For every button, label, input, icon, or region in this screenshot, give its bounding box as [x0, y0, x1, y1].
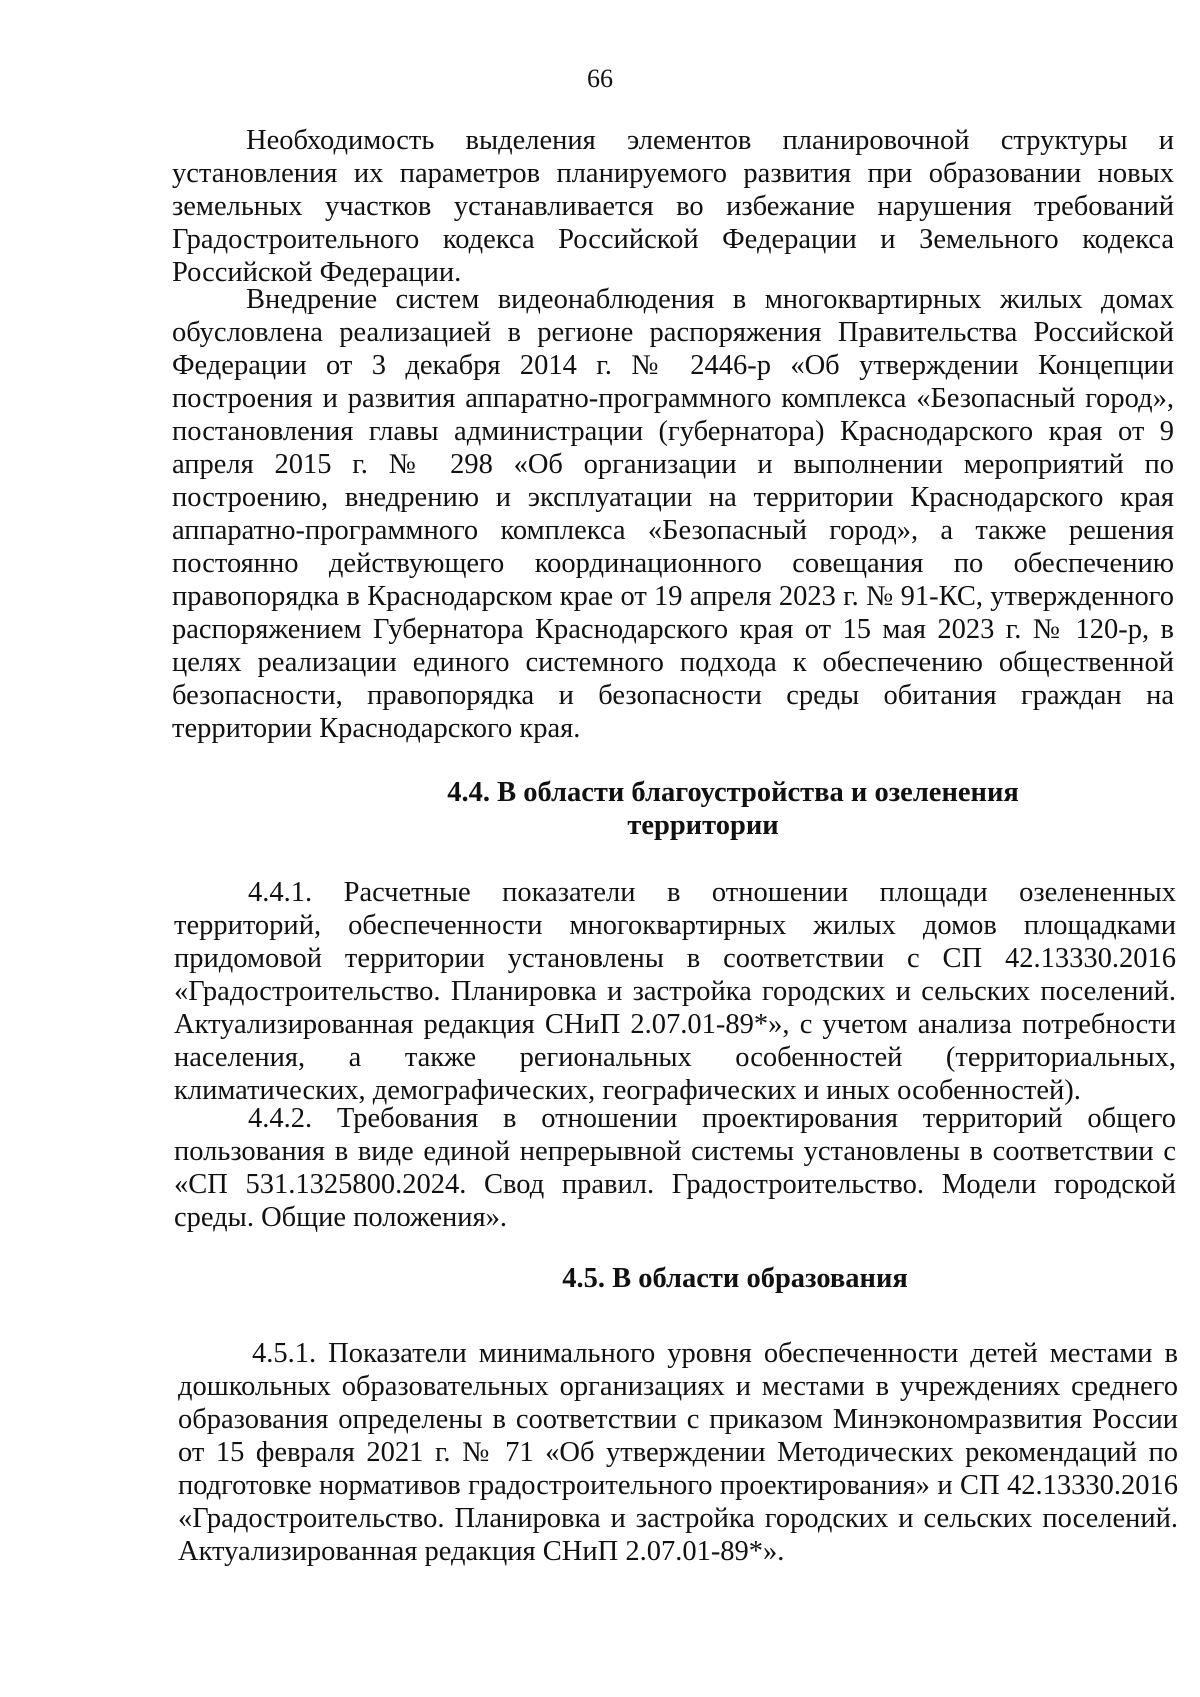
intro-paragraph-block: [172, 124, 1174, 289]
section-4-4-2-block: [174, 1102, 1176, 1234]
video-surveillance-paragraph-block: [172, 283, 1174, 745]
paragraph-4-4-2: 4.4.2. Требования в отношении проектирования территорий общего пользования в виде единой непрерывной системы установлены в соответствии с «СП 531.1325800.2024. Свод правил. Градостроительство. Модели городской среды. Общие положения».: [174, 1103, 1176, 1233]
section-heading-4-4-line2: территории: [627, 810, 779, 841]
section-heading-4-4: [172, 776, 1174, 842]
section-heading-4-5: 4.5. В области образования: [562, 1263, 908, 1294]
paragraph-planning-structure: Необходимость выделения элементов планировочной структуры и установления их параметров планируемого развития при образовании новых земельных участков устанавливается во избежание нарушения требований Градостроительного кодекса Российской Федерации и Земельного кодекса Российской Федерации.: [172, 125, 1174, 288]
section-heading-4-4-line1: 4.4. В области благоустройства и озеленения: [447, 777, 1019, 808]
page-number: 66: [587, 64, 613, 93]
section-4-4-1-block: [174, 876, 1176, 1107]
section-4-5-1-block: [178, 1337, 1178, 1568]
paragraph-4-4-1: 4.4.1. Расчетные показатели в отношении площади озелененных территорий, обеспеченности многоквартирных жилых домов площадками придомовой территории установлены в соответствии с СП 42.13330.2016 «Градостроительство. Планировка и застройка городских и сельских поселений. Актуализированная редакция СНиП 2.07.01-89*», с учетом анализа потребности населения, а также региональных особенностей (территориальных, климатических, демографических, географических и иных особенностей).: [174, 877, 1176, 1106]
paragraph-4-5-1: 4.5.1. Показатели минимального уровня обеспеченности детей местами в дошкольных образовательных организациях и местами в учреждениях среднего образования определены в соответствии с приказом Минэкономразвития России от 15 февраля 2021 г. № 71 «Об утверждении Методических рекомендаций по подготовке нормативов градостроительного проектирования» и СП 42.13330.2016 «Градостроительство. Планировка и застройка городских и сельских поселений. Актуализированная редакция СНиП 2.07.01-89*».: [178, 1338, 1178, 1567]
paragraph-video-surveillance: Внедрение систем видеонаблюдения в многоквартирных жилых домах обусловлена реализацией в регионе распоряжения Правительства Российской Федерации от 3 декабря 2014 г. № 2446-р «Об утверждении Концепции построения и развития аппаратно-программного комплекса «Безопасный город», постановления главы администрации (губернатора) Краснодарского края от 9 апреля 2015 г. № 298 «Об организации и выполнении мероприятий по построению, внедрению и эксплуатации на территории Краснодарского края аппаратно-программного комплекса «Безопасный город», а также решения постоянно действующего координационного совещания по обеспечению правопорядка в Краснодарском крае от 19 апреля 2023 г. № 91-КС, утвержденного распоряжением Губернатора Краснодарского края от 15 мая 2023 г. № 120-р, в целях реализации единого системного подхода к обеспечению общественной безопасности, правопорядка и безопасности среды обитания граждан на территории Краснодарского края.: [172, 284, 1174, 744]
